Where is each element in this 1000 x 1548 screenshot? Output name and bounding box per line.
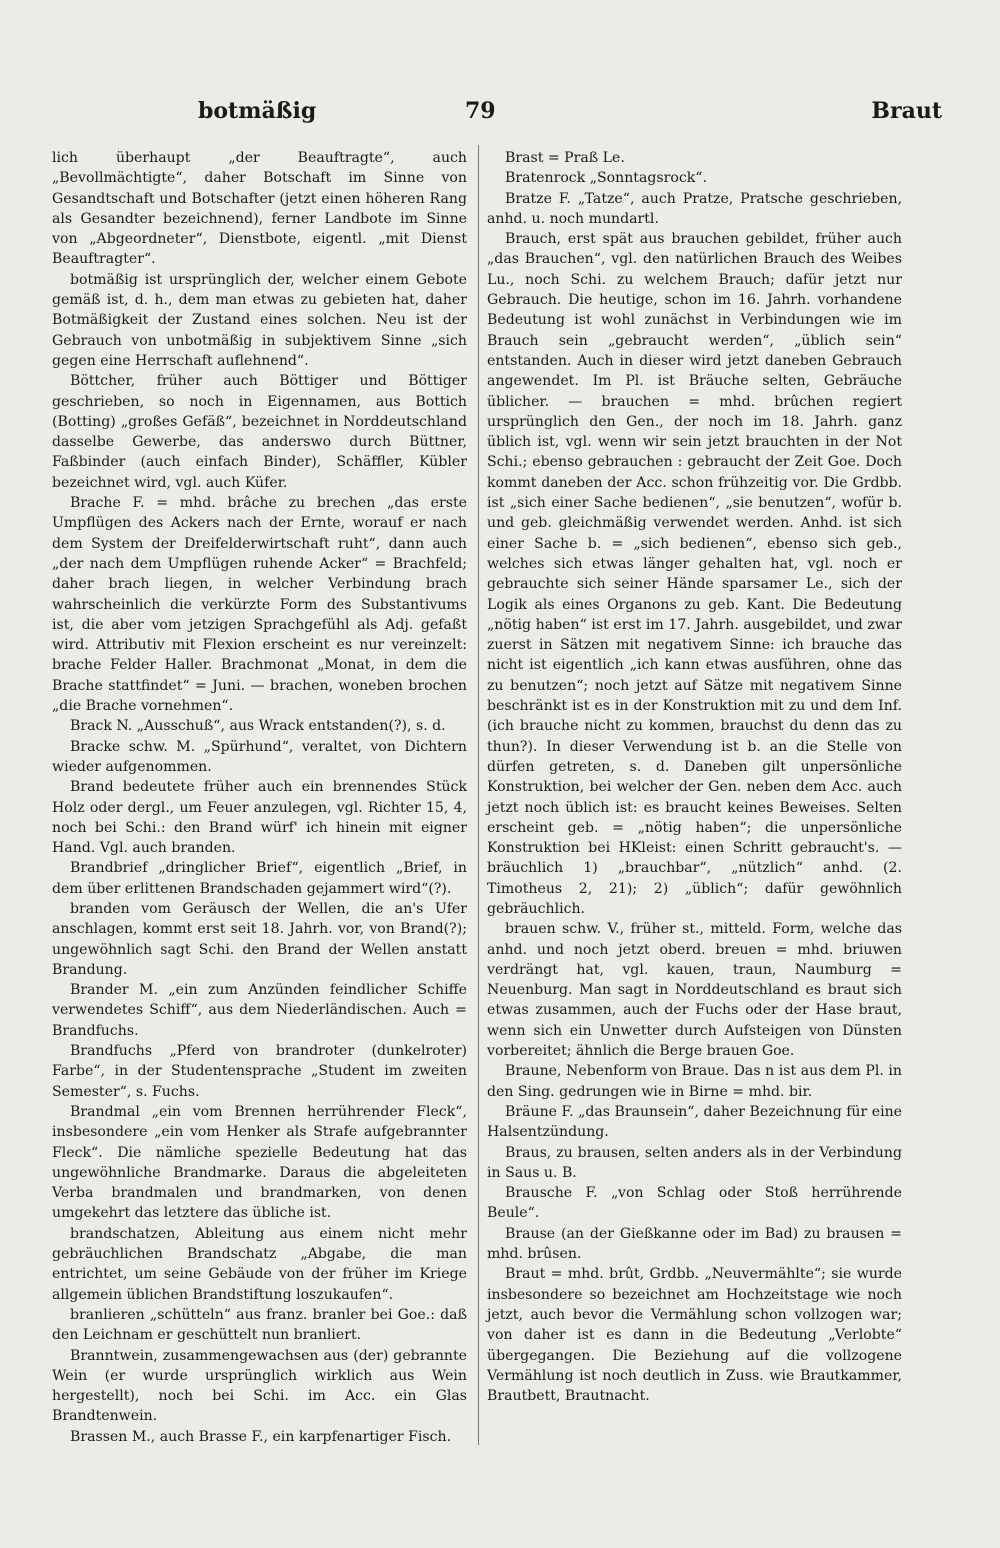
entry-paragraph: Brand bedeutete früher auch ein brennendes Stück Holz oder dergl., um Feuer anzulegen, vgl. Richter 15, 4, noch bei Schi.: den Brand würf' ich hinein mit eigner Hand. Vgl. auch branden.	[52, 779, 467, 857]
running-header	[58, 98, 942, 138]
entry-paragraph: Bratze F. „Tatze“, auch Pratze, Pratsche geschrieben, anhd. u. noch mundartl.	[487, 190, 902, 227]
entry-paragraph: Brack N. „Ausschuß“, aus Wrack entstanden(?), s. d.	[70, 718, 446, 735]
entry-paragraph: Bräune F. „das Braunsein“, daher Bezeichnung für eine Halsentzündung.	[487, 1103, 902, 1141]
entry-paragraph: Brander M. „ein zum Anzünden feindlicher Schiffe verwendetes Schiff“, aus dem Niederländischen. Auch = Brandfuchs.	[52, 982, 467, 1039]
entry-paragraph: Bracke schw. M. „Spürhund“, veraltet, von Dichtern wieder aufgenommen.	[52, 738, 467, 775]
entry-paragraph: Braune, Nebenform von Braue. Das n ist aus dem Pl. in den Sing. gedrungen wie in Birne = mhd. bir.	[487, 1063, 902, 1100]
entry-paragraph: brandschatzen, Ableitung aus einem nicht mehr gebräuchlichen Brandschatz „Abgabe, die man entrichtet, um seine Gebäude von der früher im Kriege allgemein üblichen Brandstiftung loszukaufen“.	[52, 1225, 467, 1303]
entry-paragraph: Brandmal „ein vom Brennen herrührender Fleck“, insbesondere „ein vom Henker als Strafe aufgebrannter Fleck“. Die nämliche spezielle Bedeutung hat das ungewöhnliche Brandmarke. Daraus die abgeleiteten Verba brandmalen und brandmarken, von denen umgekehrt das letztere das übliche ist.	[52, 1103, 467, 1222]
right-column	[487, 148, 902, 1406]
header-right-word: Braut	[871, 98, 942, 124]
entry-paragraph: Brache F. = mhd. brâche zu brechen „das erste Umpflügen des Ackers nach der Ernte, worauf er nach dem System der Dreifelderwirtschaft ruht“, dann auch „der nach dem Umpflügen ruhende Acker“ = Brachfeld; daher brach liegen, in welcher Verbindung brach wahrscheinlich die verkürzte Form des Substantivums ist, die aber vom jetzigen Sprachgefühl als Adj. gefaßt wird. Attributiv mit Flexion erscheint es nur vereinzelt: brache Felder Haller. Brachmonat „Monat, in dem die Brache stattfindet“ = Juni. — brachen, woneben brochen „die Brache vornehmen“.	[52, 495, 467, 715]
entry-paragraph: Brausche F. „von Schlag oder Stoß herrührende Beule“.	[487, 1185, 902, 1222]
entry-paragraph: Braut = mhd. brût, Grdbb. „Neuvermählte“; sie wurde insbesondere so bezeichnet am Hochzeitstage wie noch jetzt, auch bevor die Vermählung schon vollzogen war; von daher ist es dann in die Bedeutung „Verlobte“ übergegangen. Die Beziehung auf die vollzogene Vermählung ist noch deutlich in Zuss. wie Brautkammer, Brautbett, Brautnacht.	[487, 1266, 902, 1405]
entry-paragraph: Bratenrock „Sonntagsrock“.	[505, 170, 707, 187]
entry-paragraph: Branntwein, zusammengewachsen aus (der) gebrannte Wein (er wurde ursprünglich wirklich aus Wein hergestellt), noch bei Schi. im Acc. ein Glas Brandtenwein.	[52, 1347, 467, 1425]
entry-paragraph: lich überhaupt „der Beauftragte“, auch „Bevollmächtigte“, daher Botschaft im Sinne von Gesandtschaft und Botschafter (jetzt einen höheren Rang als Gesandter bezeichnend), ferner Landbote im Sinne von „Abgeordneter“, Dienstbote, eigentl. „mit Dienst Beauftragter“.	[52, 150, 467, 268]
entry-paragraph: Brauch, erst spät aus brauchen gebildet, früher auch „das Brauchen“, vgl. den natürlichen Brauch des Weibes Lu., noch Schi. zu welchem Brauch; dafür jetzt nur Gebrauch. Die heutige, schon im 16. Jahrh. vorhandene Bedeutung ist wohl zunächst in Verbindungen wie im Brauch sein „gebraucht werden“, „üblich sein“ entstanden. Auch in dieser wird jetzt daneben Gebrauch angewendet. Im Pl. ist Bräuche selten, Gebräuche üblicher. — brauchen = mhd. brûchen regiert ursprünglich den Gen., der noch im 18. Jahrh. ganz üblich ist, vgl. wenn wir sein jetzt brauchten in der Not Schi.; ebenso gebrauchen : gebraucht der Zeit Goe. Doch kommt daneben der Acc. schon frühzeitig vor. Die Grdbb. ist „sich einer Sache bedienen“, „sie benutzen“, wofür b. und geb. gleichmäßig verwendet werden. Anhd. ist sich einer Sache b. = „sich bedienen“, ebenso sich geb., welches sich etwas länger gehalten hat, vgl. noch er gebrauchte sich seiner Hände sparsamer Le., sich der Logik als eines Organons zu geb. Kant. Die Bedeutung „nötig haben“ ist erst im 17. Jahrh. ausgebildet, und zwar zuerst in Sätzen mit negativem Sinne: ich brauche das nicht ist eigentlich „ich kann etwas ausführen, ohne das zu benutzen“; noch jetzt auf Sätze mit negativem Sinne beschränkt ist es in der Konstruktion mit zu und dem Inf. (ich brauche nicht zu kommen, brauchst du denn das zu thun?). In dieser Verwendung ist b. an die Stelle von dürfen getreten, s. d. Daneben gilt unpersönliche Konstruktion, bei welcher der Gen. neben dem Acc. auch jetzt noch üblich ist: es braucht keines Beweises. Selten erscheint geb. = „nötig haben“; die unpersönliche Konstruktion bei HKleist: einen Schritt gebraucht's. — bräuchlich 1) „brauchbar“, „nützlich“ anhd. (2. Timotheus 2, 21); 2) „üblich“; dafür gewöhnlich gebräuchlich.	[487, 231, 902, 917]
left-column	[52, 148, 467, 1447]
entry-paragraph: Böttcher, früher auch Böttiger und Böttiger geschrieben, so noch in Eigennamen, aus Bottich (Botting) „großes Gefäß“, bezeichnet in Norddeutschland dasselbe Gewerbe, das anderswo durch Büttner, Faßbinder (auch einfach Binder), Schäffler, Kübler bezeichnet wird, vgl. auch Küfer.	[52, 373, 467, 491]
entry-paragraph: Brandbrief „dringlicher Brief“, eigentlich „Brief, in dem über erlittenen Brandschaden gejammert wird“(?).	[52, 860, 467, 897]
entry-paragraph: branden vom Geräusch der Wellen, die an's Ufer anschlagen, kommt erst seit 18. Jahrh. vor, von Brand(?); ungewöhnlich sagt Schi. den Brand der Wellen anstatt Brandung.	[52, 900, 467, 978]
entry-paragraph: botmäßig ist ursprünglich der, welcher einem Gebote gemäß ist, d. h., dem man etwas zu gebieten hat, daher Botmäßigkeit der Zustand eines solchen. Neu ist der Gebrauch von unbotmäßig in subjektivem Sinne „sich gegen eine Herrschaft auflehnend“.	[52, 271, 467, 369]
entry-paragraph: Braus, zu brausen, selten anders als in der Verbindung in Saus u. B.	[487, 1144, 902, 1181]
entry-paragraph: brauen schw. V., früher st., mitteld. Form, welche das anhd. und noch jetzt oberd. breuen = mhd. briuwen verdrängt hat, vgl. kauen, traun, Naumburg = Neuenburg. Man sagt in Norddeutschland es braut sich etwas zusammen, auch der Fuchs oder der Hase braut, wenn sich ein Unwetter durch Aufsteigen von Dünsten vorbereitet; ähnlich die Berge brauen Goe.	[487, 921, 902, 1060]
page-number: 79	[465, 98, 496, 124]
column-divider	[478, 145, 479, 1445]
header-left-word: botmäßig	[198, 98, 317, 124]
entry-paragraph: Brandfuchs „Pferd von brandroter (dunkelroter) Farbe“, in der Studentensprache „Student im zweiten Semester“, s. Fuchs.	[52, 1043, 467, 1100]
entry-paragraph: Brast = Praß Le.	[505, 150, 625, 166]
entry-paragraph: Brause (an der Gießkanne oder im Bad) zu brausen = mhd. brûsen.	[487, 1225, 902, 1263]
entry-paragraph: branlieren „schütteln“ aus franz. branler bei Goe.: daß den Leichnam er geschüttelt nun branliert.	[52, 1306, 467, 1344]
entry-paragraph: Brassen M., auch Brasse F., ein karpfenartiger Fisch.	[70, 1428, 452, 1445]
